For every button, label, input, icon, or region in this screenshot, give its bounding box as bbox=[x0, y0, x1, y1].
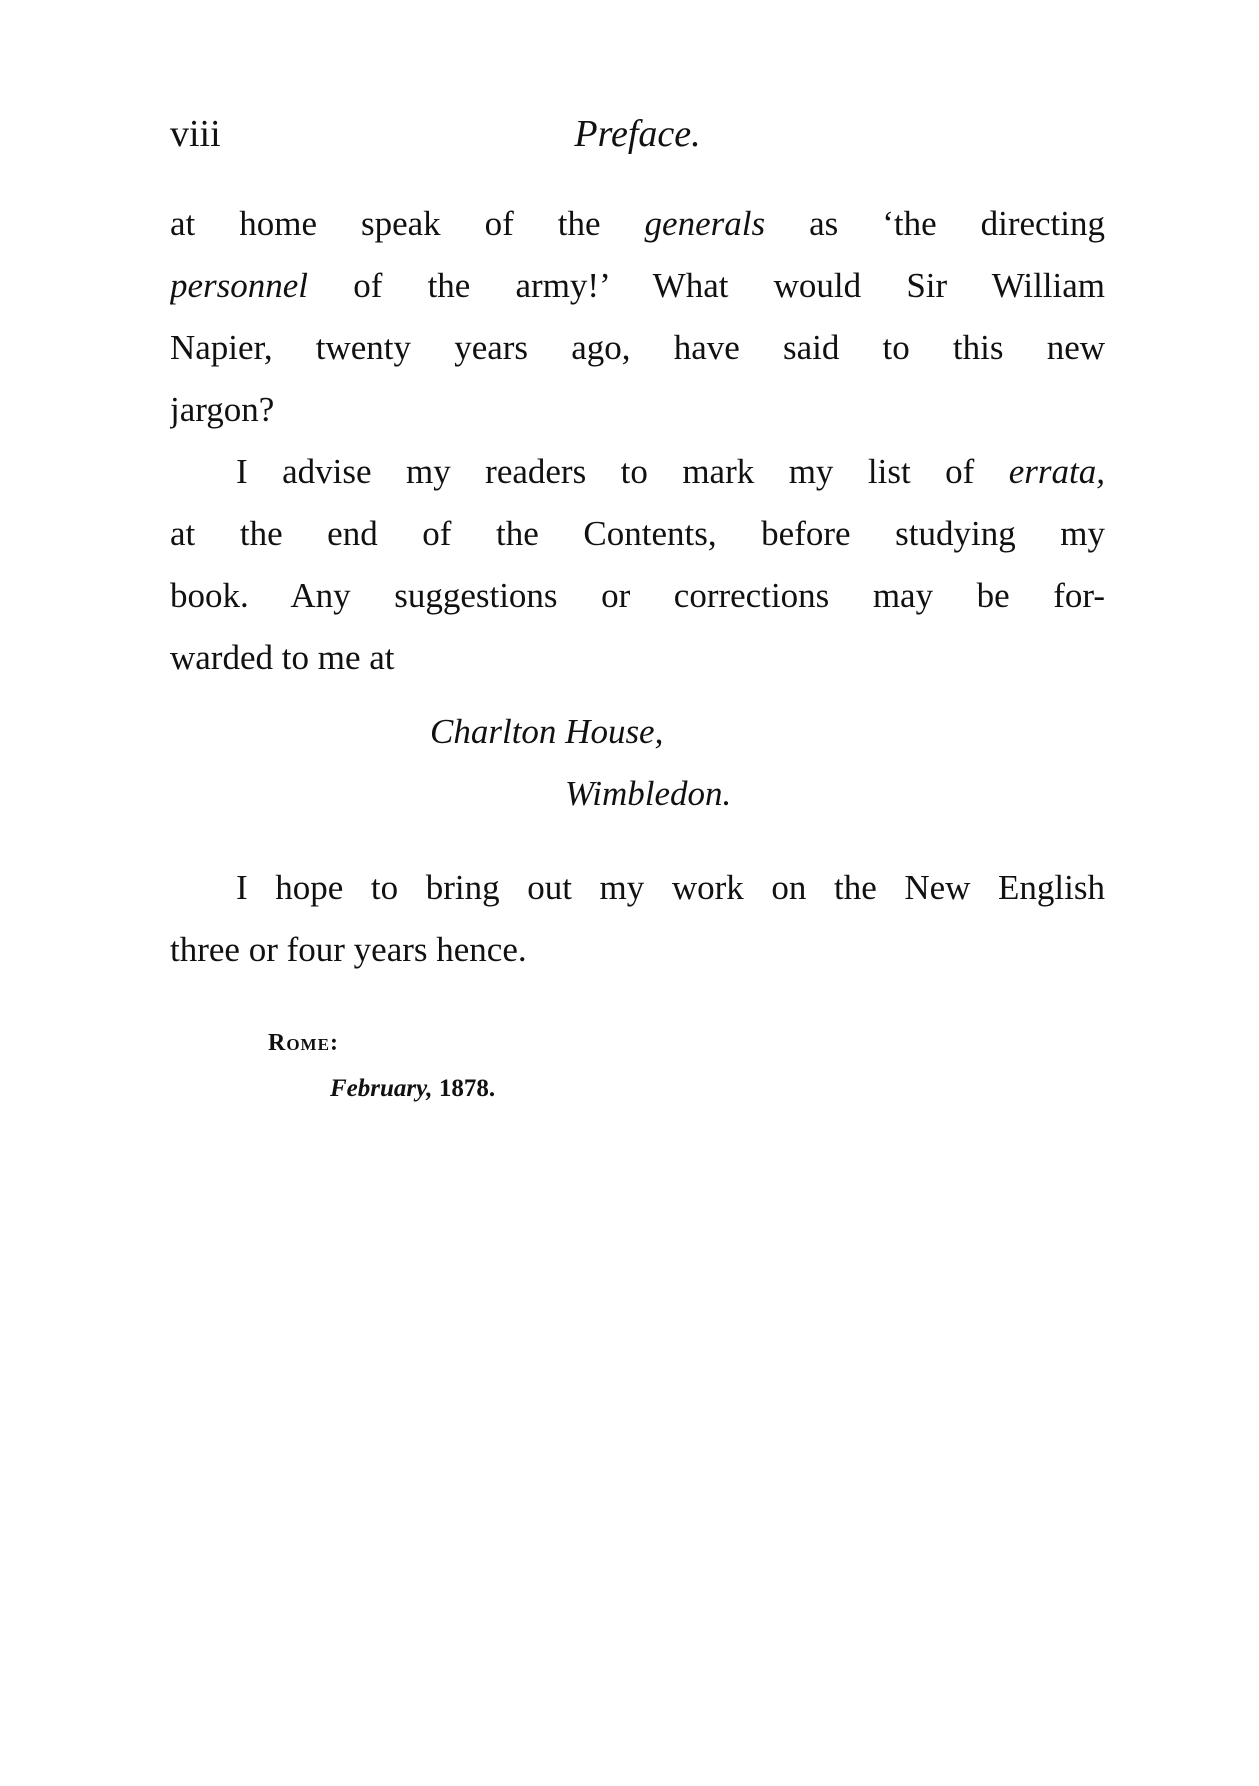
italic-span: generals bbox=[644, 204, 766, 243]
italic-span: personnel bbox=[170, 266, 309, 305]
text-line: jargon? bbox=[170, 390, 275, 429]
signoff-place: Rome: bbox=[268, 1030, 339, 1056]
running-title: Preface. bbox=[574, 113, 701, 155]
text-span: of the army!’ What would Sir William bbox=[353, 266, 1105, 305]
text-line bbox=[170, 255, 1105, 317]
text-line: book. Any suggestions or corrections may be for- bbox=[170, 576, 1105, 615]
text-line: three or four years hence. bbox=[170, 930, 527, 969]
italic-span: errata, bbox=[1008, 452, 1105, 491]
signoff-year: 1878. bbox=[438, 1075, 496, 1102]
body-paragraphs bbox=[170, 193, 1105, 689]
text-span: I advise my readers to mark my list of bbox=[236, 452, 975, 491]
text-line: at the end of the Contents, before studying my bbox=[170, 514, 1105, 553]
text-line bbox=[170, 441, 1105, 503]
text-line bbox=[170, 193, 1105, 255]
text-span: as ‘the directing bbox=[809, 204, 1105, 243]
page-header bbox=[170, 112, 1105, 162]
text-line: warded to me at bbox=[170, 638, 395, 677]
text-span: at home speak of the bbox=[170, 204, 601, 243]
address-line: Charlton House, bbox=[430, 712, 664, 751]
text-line: Napier, twenty years ago, have said to this new bbox=[170, 328, 1105, 367]
signoff-month: February, bbox=[330, 1075, 433, 1102]
closing-paragraph bbox=[170, 857, 1105, 981]
text-line: I hope to bring out my work on the New English bbox=[236, 868, 1105, 907]
address-line: Wimbledon. bbox=[565, 774, 732, 813]
signoff-date bbox=[330, 1075, 495, 1103]
page-number: viii bbox=[170, 113, 221, 155]
